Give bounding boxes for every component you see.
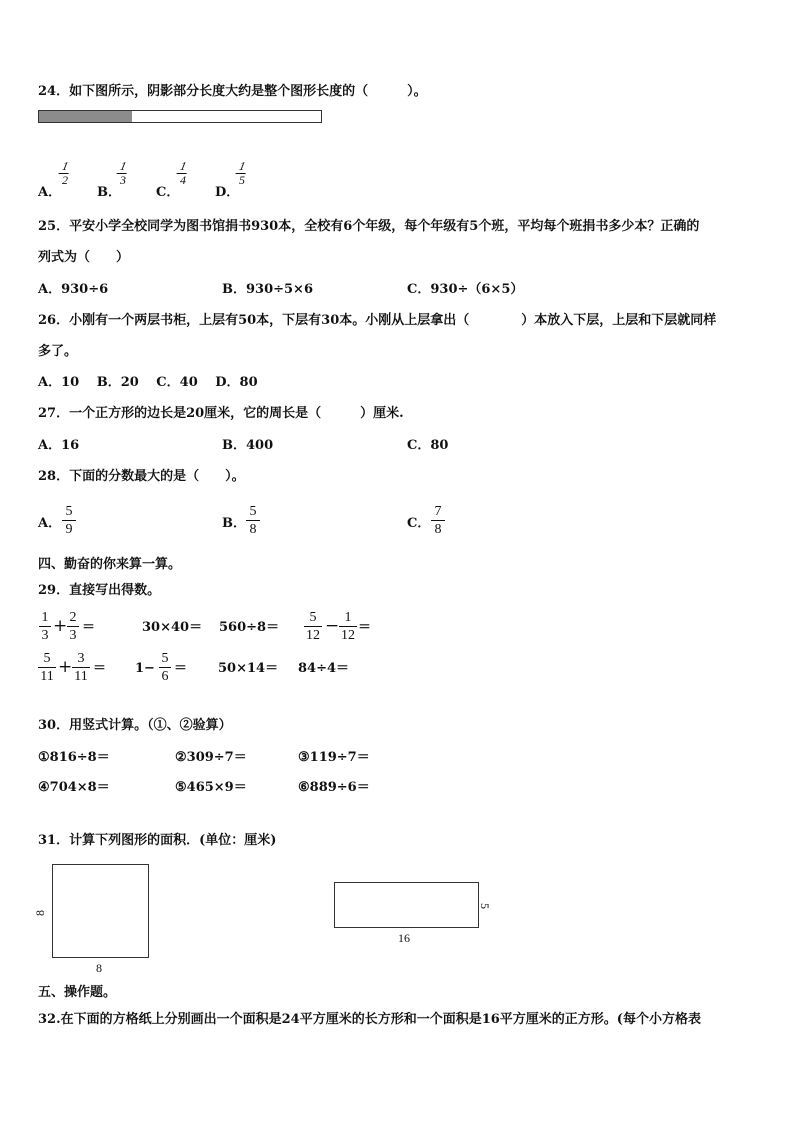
- q24-option-b-label: B．: [97, 185, 121, 200]
- q29-r1-fraction-2: 2 3: [67, 610, 79, 643]
- q29-r2-fraction-3: 5 6: [159, 651, 171, 684]
- q30-item-1: ①816÷8＝: [38, 750, 110, 765]
- q24-option-c-label: C．: [156, 185, 180, 200]
- q24-option-a-label: A．: [38, 185, 62, 200]
- q29-r1-plus: +: [53, 616, 68, 636]
- q29-r1-expr-3: 560÷8＝: [219, 620, 280, 635]
- question-26-line2: 多了。: [38, 344, 78, 359]
- q29-r1-fraction-1: 1 3: [39, 610, 51, 643]
- q31-rectangle-bottom-label: 16: [398, 931, 410, 945]
- question-24-bar-shaded: [39, 111, 132, 122]
- q28-option-a-label: A．: [38, 516, 62, 531]
- q28-option-c-fraction: 7 8: [431, 504, 445, 537]
- q30-item-6: ⑥889÷6＝: [298, 780, 370, 795]
- q29-r2-equals-2: ＝: [174, 661, 188, 676]
- q30-item-4: ④704×8＝: [38, 780, 110, 795]
- q24-option-a-fraction: 1 2: [60, 160, 70, 187]
- q29-r2-lead: 1−: [135, 661, 155, 676]
- question-32-text: 32.在下面的方格纸上分别画出一个面积是24平方厘米的长方形和一个面积是16平方厘米的正方形。(每个小方格表: [38, 1012, 701, 1027]
- q28-option-c-label: C．: [407, 516, 431, 531]
- q31-rectangle-figure: [334, 882, 479, 928]
- q28-option-b-fraction: 5 8: [246, 504, 260, 537]
- q31-square-side-label: 8: [33, 910, 47, 916]
- section-5-heading: 五、操作题。: [38, 985, 117, 1000]
- q29-r2-equals-1: ＝: [93, 661, 107, 676]
- question-24-bar: [38, 110, 322, 123]
- q29-r1-minus: −: [325, 616, 340, 636]
- q26-options: A．10 B．20 C．40 D．80: [38, 375, 258, 390]
- q29-r2-fraction-1: 5 11: [38, 651, 56, 684]
- q27-option-a: A．16: [38, 438, 80, 453]
- question-29-title: 29．直接写出得数。: [38, 583, 161, 598]
- q27-option-c: C．80: [407, 438, 449, 453]
- section-4-heading: 四、勤奋的你来算一算。: [38, 557, 182, 572]
- q30-item-3: ③119÷7＝: [298, 750, 370, 765]
- q29-r2-expr-3: 50×14＝: [218, 661, 279, 676]
- question-30-title: 30．用竖式计算。（①、②验算）: [38, 718, 232, 733]
- question-24-text: 24．如下图所示，阴影部分长度大约是整个图形长度的（ ）。: [38, 84, 427, 99]
- q29-r1-fraction-3: 5 12: [306, 610, 320, 643]
- q29-r1-expr-2: 30×40＝: [142, 620, 203, 635]
- question-27-text: 27．一个正方形的边长是20厘米，它的周长是（ ）厘米.: [38, 406, 404, 421]
- q29-r2-fraction-2: 3 11: [72, 651, 90, 684]
- question-25-line1: 25．平安小学全校同学为图书馆捐书930本，全校有6个年级，每个年级有5个班，平均每个班捐书多少本？正确的: [38, 219, 700, 234]
- q29-r1-equals-2: ＝: [358, 620, 372, 635]
- q30-item-5: ⑤465×9＝: [175, 780, 247, 795]
- q24-option-d-label: D．: [215, 185, 240, 200]
- q29-r2-expr-4: 84÷4＝: [298, 661, 350, 676]
- q28-option-a-fraction: 5 9: [62, 504, 76, 537]
- q24-option-c-fraction: 1 4: [178, 160, 188, 187]
- question-31-title: 31．计算下列图形的面积．(单位：厘米): [38, 833, 277, 848]
- q29-r1-equals-1: ＝: [82, 620, 96, 635]
- question-25-line2: 列式为（ ）: [38, 250, 130, 265]
- q30-item-2: ②309÷7＝: [175, 750, 247, 765]
- question-26-line1: 26．小刚有一个两层书柜，上层有50本，下层有30本。小刚从上层拿出（ ）本放入下层，上层和下层就同样: [38, 313, 717, 328]
- q25-option-b: B．930÷5×6: [222, 282, 314, 297]
- q25-option-c: C．930÷（6×5）: [407, 282, 524, 297]
- q31-square-bottom-label: 8: [96, 961, 102, 975]
- q29-r1-fraction-4: 1 12: [341, 610, 355, 643]
- q27-option-b: B．400: [222, 438, 274, 453]
- q25-option-a: A．930÷6: [38, 282, 109, 297]
- q31-rectangle-side-label: 5: [478, 903, 492, 909]
- q29-r2-plus: +: [58, 657, 73, 677]
- question-28-text: 28．下面的分数最大的是（ ）。: [38, 469, 245, 484]
- q24-option-d-fraction: 1 5: [237, 160, 247, 187]
- q24-option-b-fraction: 1 3: [118, 160, 128, 187]
- q28-option-b-label: B．: [222, 516, 246, 531]
- q31-square-figure: [52, 864, 149, 958]
